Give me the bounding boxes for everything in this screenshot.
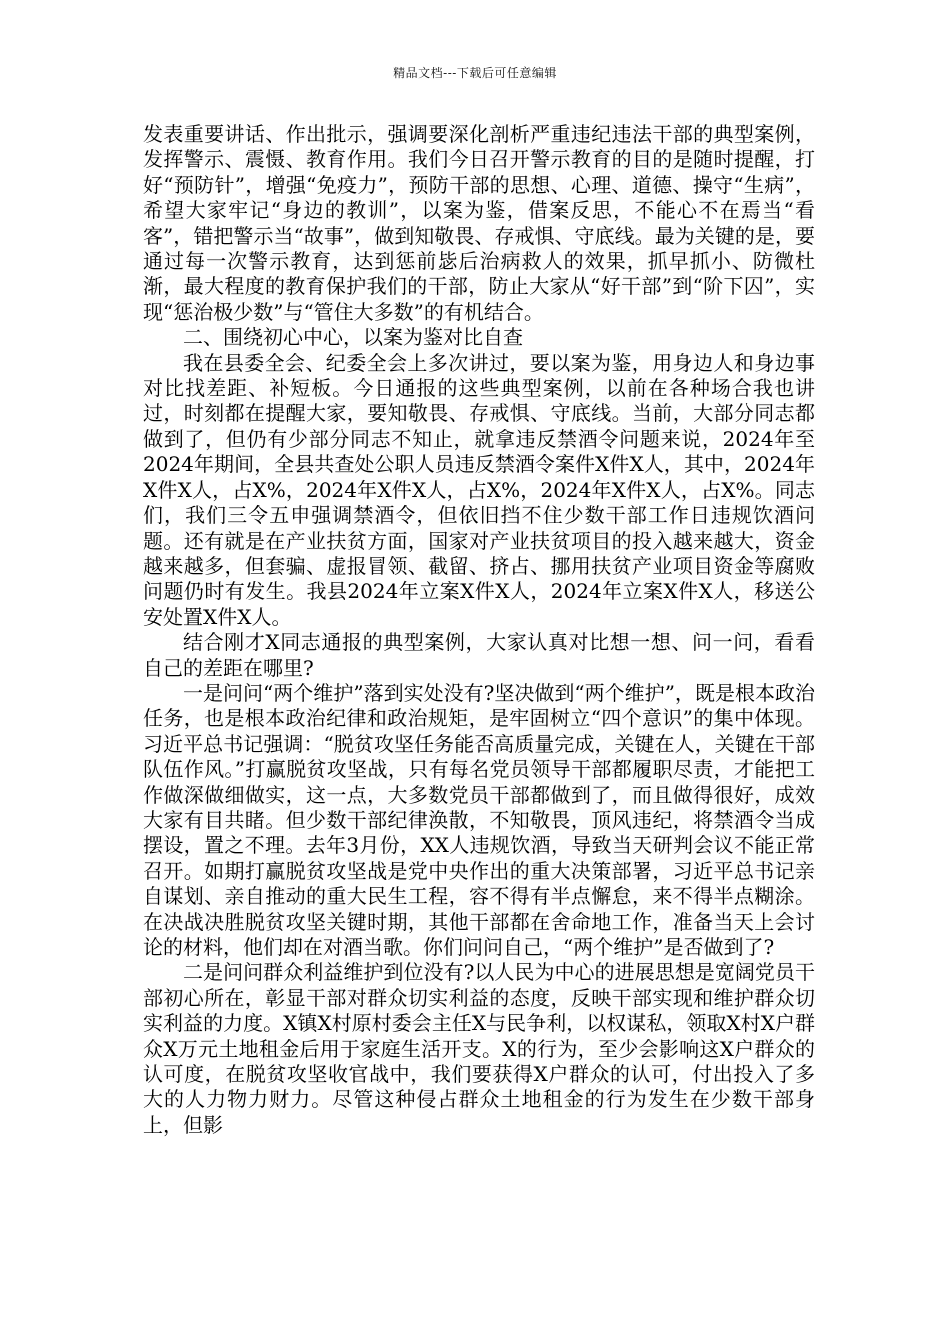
paragraph: 我在县委全会、纪委全会上多次讲过，要以案为鉴，用身边人和身边事对比找差距、补短板。今日通报的这些典型案例，以前在各种场合我也讲过，时刻都在提醒大家，要知敬畏、存戒惧、守底线。当前，大部分同志都做到了，但仍有少部分同志不知止，就拿违反禁酒令问题来说，2024年至2024年期间，全县共查处公职人员违反禁酒令案件X件X人，其中，2024年X件X人，占X%，2024年X件X人，占X%，2024年X件X人，占X%。同志们，我们三令五申强调禁酒令，但依旧挡不住少数干部工作日违规饮酒问题。还有就是在产业扶贫方面，国家对产业扶贫项目的投入越来越大，资金越来越多，但套骗、虚报冒领、截留、挤占、挪用扶贫产业项目资金等腐败问题仍时有发生。我县2024年立案X件X人，2024年立案X件X人，移送公安处置X件X人。 [143, 350, 815, 629]
paragraph: 二是问问群众利益维护到位没有?以人民为中心的进展思想是宽阔党员干部初心所在，彰显干部对群众切实利益的态度，反映干部实现和维护群众切实利益的力度。X镇X村原村委会主任X与民争利，以权谋私，领取X村X户群众X万元土地租金后用于家庭生活开支。X的行为，至少会影响这X户群众的认可度，在脱贫攻坚收官战中，我们要获得X户群众的认可，付出投入了多大的人力物力财力。尽管这种侵占群众土地租金的行为发生在少数干部身上，但影 [143, 960, 815, 1137]
paragraph-continued: 发表重要讲话、作出批示，强调要深化剖析严重违纪违法干部的典型案例，发挥警示、震慑、教育作用。我们今日召开警示教育的目的是随时提醒，打好“预防针”，增强“免疫力”，预防干部的思想、心理、道德、操守“生病”，希望大家牢记“身边的教训”，以案为鉴，借案反思，不能心不在焉当“看客”，错把警示当“故事”，做到知敬畏、存戒惧、守底线。最为关键的是，要通过每一次警示教育，达到惩前毖后治病救人的效果，抓早抓小、防微杜渐，最大程度的教育保护我们的干部，防止大家从“好干部”到“阶下囚”，实现“惩治极少数”与“管住大多数”的有机结合。 [143, 122, 815, 324]
document-body [143, 122, 815, 1138]
page-header: 精品文档---下载后可任意编辑 [393, 66, 557, 80]
paragraph: 一是问问“两个维护”落到实处没有?坚决做到“两个维护”，既是根本政治任务，也是根本政治纪律和政治规矩，是牢固树立“四个意识”的集中体现。习近平总书记强调：“脱贫攻坚任务能否高质量完成，关键在人，关键在干部队伍作风。”打赢脱贫攻坚战，只有每名党员领导干部都履职尽责，才能把工作做深做细做实，这一点，大多数党员干部都做到了，而且做得很好，成效大家有目共睹。但少数干部纪律涣散，不知敬畏，顶风违纪，将禁酒令当成摆设，置之不理。去年3月份，XX人违规饮酒，导致当天研判会议不能正常召开。如期打赢脱贫攻坚战是党中央作出的重大决策部署，习近平总书记亲自谋划、亲自推动的重大民生工程，容不得有半点懈怠，来不得半点糊涂。在决战决胜脱贫攻坚关键时期，其他干部都在舍命地工作，准备当天上会讨论的材料，他们却在对酒当歌。你们问问自己，“两个维护”是否做到了? [143, 680, 815, 959]
section-heading: 二、围绕初心中心，以案为鉴对比自查 [183, 325, 523, 350]
paragraph: 结合刚才X同志通报的典型案例，大家认真对比想一想、问一问，看看自己的差距在哪里? [143, 630, 815, 680]
